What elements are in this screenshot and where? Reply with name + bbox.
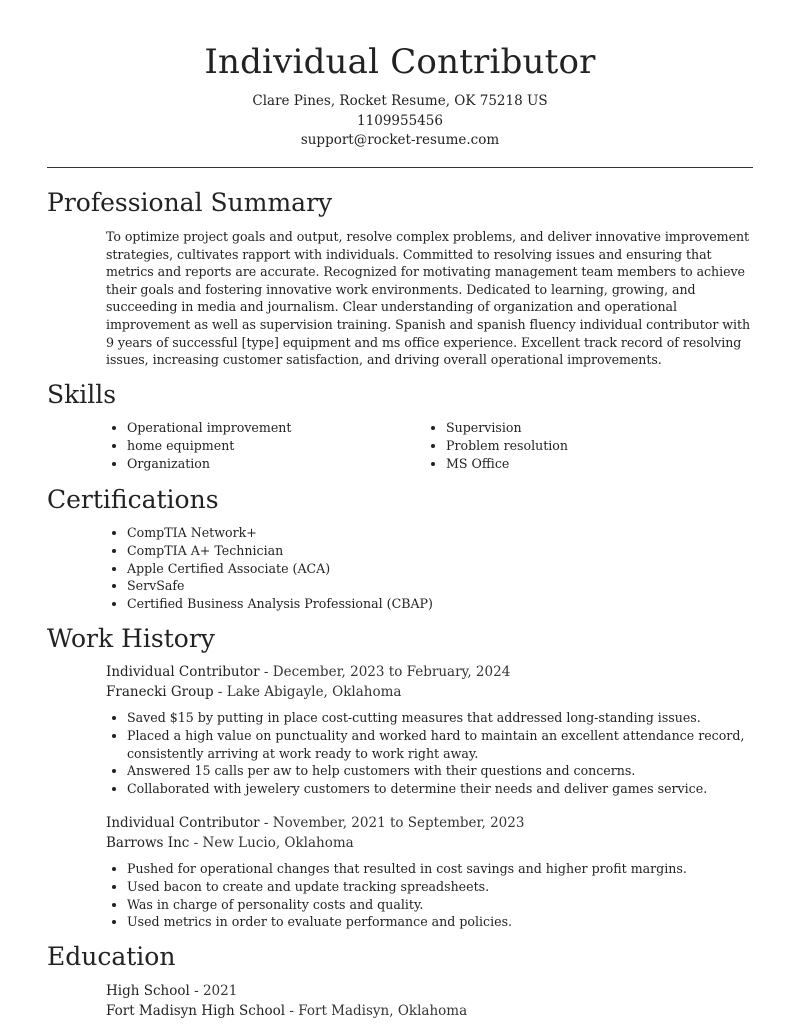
certifications-heading: Certifications <box>47 485 219 514</box>
skill-item: • Operational improvement <box>127 419 291 437</box>
skill-item: • Organization <box>127 455 291 473</box>
certifications-list <box>106 524 433 613</box>
job-bullet: • Collaborated with jewelery customers to determine their needs and deliver games service. <box>127 780 746 798</box>
job-entry-1-bullets <box>106 709 746 798</box>
job-dates: - November, 2021 to September, 2023 <box>259 815 525 831</box>
job-bullet: • Placed a high value on punctuality and worked hard to maintain an excellent attendance record, consistently arriving at work ready to work right away. <box>127 727 746 763</box>
company-location: - Lake Abigayle, Oklahoma <box>213 684 402 700</box>
job-entry-2-header <box>106 813 524 853</box>
skill-item: • home equipment <box>127 437 291 455</box>
job-entry-1-header <box>106 662 510 702</box>
job-bullet: • Pushed for operational changes that resulted in cost savings and higher profit margins. <box>127 860 746 878</box>
job-bullet: • Used metrics in order to evaluate performance and policies. <box>127 913 746 931</box>
job-entry-2-bullets <box>106 860 746 931</box>
skill-item: • Supervision <box>446 419 568 437</box>
certification-item: • Certified Business Analysis Professional (CBAP) <box>127 595 433 613</box>
certification-item: • CompTIA Network+ <box>127 524 433 542</box>
graduation-year: - 2021 <box>189 983 238 999</box>
skills-column-right <box>425 419 568 472</box>
job-bullet: • Answered 15 calls per aw to help customers with their questions and concerns. <box>127 762 746 780</box>
job-bullet: • Saved $15 by putting in place cost-cutting measures that addressed long-standing issues. <box>127 709 746 727</box>
certification-item: • CompTIA A+ Technician <box>127 542 433 560</box>
company-name: Franecki Group <box>106 684 214 700</box>
skill-item: • MS Office <box>446 455 568 473</box>
work-history-heading: Work History <box>47 624 215 653</box>
job-title: Individual Contributor <box>106 664 260 680</box>
school-name: Fort Madisyn High School <box>106 1003 286 1019</box>
education-entry <box>106 981 467 1021</box>
phone-number: 1109955456 <box>357 112 443 129</box>
header-divider <box>47 167 753 168</box>
skill-item: • Problem resolution <box>446 437 568 455</box>
job-bullet: • Was in charge of personality costs and quality. <box>127 896 746 914</box>
certification-item: • Apple Certified Associate (ACA) <box>127 560 433 578</box>
summary-heading: Professional Summary <box>47 188 333 217</box>
job-title: Individual Contributor <box>106 815 260 831</box>
school-location: - Fort Madisyn, Oklahoma <box>285 1003 468 1019</box>
company-location: - New Lucio, Oklahoma <box>189 835 354 851</box>
contact-block <box>0 92 800 151</box>
candidate-name: Individual Contributor <box>204 42 596 82</box>
address-line: Clare Pines, Rocket Resume, OK 75218 US <box>252 93 548 109</box>
job-dates: - December, 2023 to February, 2024 <box>259 664 511 680</box>
job-bullet: • Used bacon to create and update tracking spreadsheets. <box>127 878 746 896</box>
skills-heading: Skills <box>47 380 117 409</box>
certification-item: • ServSafe <box>127 577 433 595</box>
skills-column-left <box>106 419 291 472</box>
email-address[interactable]: support@rocket-resume.com <box>300 132 500 148</box>
summary-text: To optimize project goals and output, resolve complex problems, and deliver innovative improvement strategies, cultivates rapport with individuals. Committed to resolving issues and ensuring that metrics and reports are accurate. Recognized for motivating management team members to achieve their goals and fostering innovative work environments. Dedicated to learning, growing, and succeeding in media and journalism. Clear understanding of organization and operational improvement as well as supervision training. Spanish and spanish fluency individual contributor with 9 years of successful [type] equipment and ms office experience. Excellent track record of resolving issues, increasing customer satisfaction, and driving overall operational improvements. <box>106 229 751 368</box>
resume-header <box>0 0 800 151</box>
education-heading: Education <box>47 942 176 971</box>
company-name: Barrows Inc <box>106 835 190 851</box>
degree-name: High School <box>106 983 190 999</box>
